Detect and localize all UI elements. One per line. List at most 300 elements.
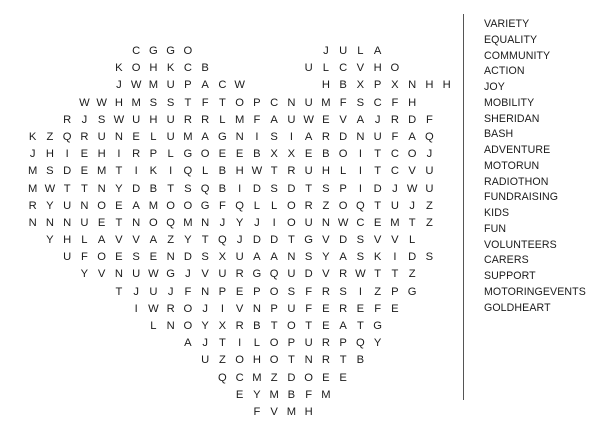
grid-letter[interactable]: G: [183, 148, 193, 161]
grid-letter[interactable]: S: [166, 96, 175, 109]
grid-letter[interactable]: O: [183, 45, 193, 57]
grid-letter[interactable]: T: [270, 165, 278, 178]
grid-letter[interactable]: H: [97, 148, 106, 161]
grid-letter[interactable]: X: [218, 251, 227, 264]
grid-letter[interactable]: Y: [46, 234, 54, 247]
word-list-item[interactable]: BASH: [484, 128, 514, 141]
grid-letter[interactable]: I: [358, 165, 362, 178]
grid-letter[interactable]: N: [304, 354, 313, 367]
grid-letter[interactable]: O: [183, 320, 193, 332]
grid-letter[interactable]: S: [339, 285, 347, 298]
grid-letter[interactable]: D: [252, 234, 261, 247]
grid-letter[interactable]: X: [270, 148, 278, 161]
grid-letter[interactable]: H: [235, 165, 244, 178]
grid-letter[interactable]: E: [235, 388, 244, 401]
grid-letter[interactable]: U: [166, 113, 175, 126]
grid-letter[interactable]: T: [63, 182, 71, 195]
grid-letter[interactable]: A: [373, 45, 382, 57]
grid-letter[interactable]: P: [218, 285, 227, 298]
word-list-item[interactable]: FUNDRAISING: [484, 191, 559, 204]
grid-letter[interactable]: I: [238, 337, 242, 350]
grid-letter[interactable]: S: [184, 182, 192, 195]
grid-letter[interactable]: Y: [115, 182, 123, 195]
grid-letter[interactable]: Q: [62, 130, 72, 143]
grid-letter[interactable]: U: [304, 62, 313, 75]
grid-letter[interactable]: T: [115, 165, 123, 178]
word-list-item[interactable]: VOLUNTEERS: [484, 238, 557, 251]
grid-letter[interactable]: B: [253, 148, 261, 161]
grid-letter[interactable]: C: [390, 165, 399, 178]
grid-letter[interactable]: G: [166, 268, 175, 281]
grid-letter[interactable]: Q: [269, 268, 279, 281]
grid-letter[interactable]: E: [322, 371, 330, 384]
grid-letter[interactable]: V: [322, 268, 330, 281]
grid-letter[interactable]: J: [29, 148, 36, 161]
grid-letter[interactable]: E: [97, 216, 106, 229]
grid-letter[interactable]: O: [304, 371, 313, 384]
grid-letter[interactable]: F: [305, 285, 313, 298]
grid-letter[interactable]: O: [287, 320, 296, 332]
word-list-item[interactable]: EQUALITY: [484, 33, 538, 46]
grid-letter[interactable]: J: [202, 302, 208, 315]
grid-letter[interactable]: R: [321, 337, 330, 350]
grid-letter[interactable]: P: [339, 337, 347, 350]
grid-letter[interactable]: Q: [200, 182, 210, 195]
grid-letter[interactable]: N: [321, 216, 330, 229]
grid-letter[interactable]: S: [270, 182, 278, 195]
word-list-item[interactable]: KIDS: [484, 207, 510, 219]
grid-letter[interactable]: J: [426, 148, 433, 161]
grid-letter[interactable]: M: [148, 199, 159, 212]
grid-letter[interactable]: O: [287, 199, 296, 212]
grid-letter[interactable]: Q: [356, 337, 365, 350]
grid-letter[interactable]: H: [63, 234, 72, 247]
grid-letter[interactable]: V: [201, 268, 209, 281]
grid-letter[interactable]: D: [408, 113, 417, 126]
grid-letter[interactable]: H: [114, 96, 123, 109]
word-list-item[interactable]: RADIOTHON: [484, 175, 549, 188]
grid-letter[interactable]: H: [321, 79, 330, 92]
grid-letter[interactable]: O: [97, 199, 106, 212]
grid-letter[interactable]: R: [339, 268, 348, 281]
grid-letter[interactable]: N: [80, 199, 89, 212]
grid-letter[interactable]: I: [117, 148, 121, 161]
grid-letter[interactable]: L: [150, 130, 157, 143]
grid-letter[interactable]: S: [46, 165, 54, 178]
grid-letter[interactable]: R: [80, 130, 89, 143]
grid-letter[interactable]: M: [321, 96, 331, 109]
grid-letter[interactable]: T: [374, 165, 382, 178]
grid-letter[interactable]: T: [218, 337, 226, 350]
grid-letter[interactable]: P: [373, 79, 382, 92]
grid-letter[interactable]: H: [45, 148, 54, 161]
grid-letter[interactable]: H: [321, 165, 330, 178]
grid-letter[interactable]: O: [269, 285, 279, 298]
grid-letter[interactable]: J: [81, 113, 88, 126]
grid-letter[interactable]: C: [183, 62, 192, 75]
grid-letter[interactable]: G: [304, 234, 313, 247]
grid-letter[interactable]: R: [28, 199, 37, 212]
grid-letter[interactable]: A: [339, 320, 347, 332]
grid-letter[interactable]: I: [358, 182, 362, 195]
grid-letter[interactable]: U: [373, 130, 382, 143]
grid-letter[interactable]: Z: [46, 130, 54, 143]
grid-letter[interactable]: G: [218, 130, 227, 143]
grid-letter[interactable]: X: [391, 79, 399, 92]
grid-letter[interactable]: S: [322, 182, 330, 195]
word-list-item[interactable]: ACTION: [484, 65, 525, 78]
grid-letter[interactable]: U: [287, 268, 296, 281]
grid-letter[interactable]: N: [201, 216, 210, 229]
grid-letter[interactable]: A: [184, 337, 192, 350]
grid-letter[interactable]: D: [287, 182, 296, 195]
grid-letter[interactable]: B: [201, 62, 209, 75]
grid-letter[interactable]: Y: [322, 251, 330, 264]
grid-letter[interactable]: G: [373, 320, 382, 332]
grid-letter[interactable]: A: [270, 113, 278, 126]
grid-letter[interactable]: P: [253, 96, 261, 109]
grid-letter[interactable]: V: [270, 405, 278, 418]
grid-letter[interactable]: R: [339, 302, 348, 315]
grid-letter[interactable]: T: [287, 354, 295, 367]
grid-letter[interactable]: S: [270, 130, 278, 143]
grid-letter[interactable]: M: [234, 113, 245, 126]
grid-letter[interactable]: O: [149, 216, 158, 229]
grid-letter[interactable]: F: [305, 302, 313, 315]
grid-letter[interactable]: T: [391, 268, 399, 281]
grid-letter[interactable]: C: [235, 371, 244, 384]
grid-letter[interactable]: E: [235, 285, 244, 298]
grid-letter[interactable]: O: [235, 96, 244, 109]
grid-letter[interactable]: T: [374, 268, 382, 281]
grid-letter[interactable]: F: [253, 405, 261, 418]
grid-letter[interactable]: R: [235, 268, 244, 281]
grid-letter[interactable]: M: [27, 182, 38, 195]
grid-letter[interactable]: S: [97, 113, 106, 126]
grid-letter[interactable]: N: [166, 251, 175, 264]
grid-letter[interactable]: A: [270, 251, 278, 264]
grid-letter[interactable]: I: [238, 182, 242, 195]
grid-letter[interactable]: R: [166, 302, 175, 315]
grid-letter[interactable]: U: [166, 130, 175, 143]
grid-letter[interactable]: X: [218, 320, 227, 332]
grid-letter[interactable]: T: [80, 182, 88, 195]
grid-letter[interactable]: O: [200, 148, 210, 161]
grid-letter[interactable]: Z: [167, 234, 175, 247]
grid-letter[interactable]: L: [253, 199, 260, 212]
grid-letter[interactable]: A: [132, 199, 140, 212]
grid-letter[interactable]: I: [358, 148, 362, 161]
grid-letter[interactable]: N: [201, 285, 210, 298]
grid-letter[interactable]: T: [356, 320, 364, 332]
grid-letter[interactable]: K: [149, 165, 158, 178]
grid-letter[interactable]: N: [132, 216, 141, 229]
word-list-item[interactable]: GOLDHEART: [484, 301, 551, 314]
grid-letter[interactable]: V: [235, 302, 244, 315]
grid-letter[interactable]: E: [322, 320, 330, 332]
grid-letter[interactable]: T: [305, 182, 313, 195]
grid-letter[interactable]: W: [337, 216, 349, 229]
grid-letter[interactable]: I: [134, 165, 138, 178]
grid-letter[interactable]: M: [321, 388, 331, 401]
grid-letter[interactable]: I: [289, 130, 293, 143]
word-list-item[interactable]: MOTORINGEVENTS: [484, 285, 586, 298]
grid-letter[interactable]: L: [81, 234, 88, 247]
grid-letter[interactable]: R: [321, 130, 330, 143]
grid-letter[interactable]: E: [339, 371, 347, 384]
grid-letter[interactable]: F: [218, 199, 226, 212]
grid-letter[interactable]: L: [253, 337, 260, 350]
word-list-item[interactable]: VARIETY: [484, 18, 530, 30]
grid-letter[interactable]: F: [80, 251, 88, 264]
grid-letter[interactable]: N: [287, 251, 296, 264]
grid-letter[interactable]: Q: [356, 199, 365, 212]
grid-letter[interactable]: L: [357, 45, 364, 57]
grid-letter[interactable]: N: [287, 96, 296, 109]
grid-letter[interactable]: T: [270, 320, 278, 332]
grid-letter[interactable]: U: [132, 268, 141, 281]
grid-letter[interactable]: O: [287, 216, 296, 229]
grid-letter[interactable]: W: [303, 113, 314, 126]
grid-letter[interactable]: T: [374, 148, 382, 161]
grid-letter[interactable]: E: [115, 199, 123, 212]
grid-letter[interactable]: Z: [425, 199, 433, 212]
grid-letter[interactable]: T: [374, 199, 382, 212]
grid-letter[interactable]: F: [184, 285, 192, 298]
grid-letter[interactable]: N: [45, 216, 54, 229]
grid-letter[interactable]: V: [115, 234, 123, 247]
grid-letter[interactable]: N: [28, 216, 37, 229]
grid-letter[interactable]: N: [252, 302, 261, 315]
grid-letter[interactable]: E: [218, 148, 227, 161]
grid-letter[interactable]: H: [442, 79, 451, 92]
word-list-item[interactable]: JOY: [484, 81, 505, 93]
grid-letter[interactable]: F: [253, 113, 261, 126]
grid-letter[interactable]: Z: [408, 268, 416, 281]
grid-letter[interactable]: W: [96, 96, 107, 109]
grid-letter[interactable]: W: [355, 268, 366, 281]
grid-letter[interactable]: A: [253, 251, 261, 264]
grid-letter[interactable]: H: [373, 62, 382, 75]
grid-letter[interactable]: F: [374, 302, 382, 315]
grid-letter[interactable]: U: [304, 96, 313, 109]
grid-letter[interactable]: C: [339, 62, 348, 75]
grid-letter[interactable]: O: [407, 148, 417, 161]
grid-letter[interactable]: U: [425, 165, 434, 178]
grid-letter[interactable]: I: [358, 285, 362, 298]
grid-letter[interactable]: C: [270, 96, 279, 109]
grid-letter[interactable]: D: [183, 251, 192, 264]
grid-letter[interactable]: R: [304, 199, 313, 212]
grid-letter[interactable]: P: [149, 148, 158, 161]
grid-letter[interactable]: H: [408, 96, 417, 109]
grid-letter[interactable]: A: [201, 79, 209, 92]
grid-letter[interactable]: J: [374, 113, 381, 126]
grid-letter[interactable]: W: [79, 96, 90, 109]
grid-letter[interactable]: B: [149, 182, 158, 195]
grid-letter[interactable]: V: [97, 268, 106, 281]
grid-letter[interactable]: D: [373, 182, 382, 195]
grid-letter[interactable]: H: [425, 79, 434, 92]
grid-letter[interactable]: A: [408, 130, 416, 143]
grid-letter[interactable]: T: [115, 285, 123, 298]
grid-letter[interactable]: M: [183, 216, 193, 229]
grid-letter[interactable]: D: [132, 182, 141, 195]
grid-letter[interactable]: N: [63, 216, 72, 229]
grid-letter[interactable]: J: [254, 216, 260, 229]
grid-letter[interactable]: U: [149, 285, 158, 298]
grid-letter[interactable]: N: [97, 182, 106, 195]
grid-letter[interactable]: T: [115, 216, 123, 229]
grid-letter[interactable]: W: [148, 268, 159, 281]
grid-letter[interactable]: H: [252, 354, 261, 367]
grid-letter[interactable]: P: [253, 285, 261, 298]
grid-letter[interactable]: J: [219, 216, 226, 229]
grid-letter[interactable]: J: [202, 337, 208, 350]
grid-letter[interactable]: K: [115, 62, 123, 75]
grid-letter[interactable]: Y: [46, 199, 54, 212]
grid-letter[interactable]: N: [114, 130, 123, 143]
grid-letter[interactable]: T: [408, 216, 416, 229]
grid-letter[interactable]: T: [339, 354, 347, 367]
grid-letter[interactable]: I: [65, 148, 69, 161]
grid-letter[interactable]: U: [63, 199, 72, 212]
grid-letter[interactable]: Q: [218, 371, 227, 384]
grid-letter[interactable]: N: [235, 130, 244, 143]
word-list-item[interactable]: SUPPORT: [484, 270, 536, 282]
grid-letter[interactable]: L: [150, 320, 157, 332]
grid-letter[interactable]: D: [408, 251, 417, 264]
grid-letter[interactable]: T: [218, 96, 226, 109]
grid-letter[interactable]: U: [287, 302, 296, 315]
grid-letter[interactable]: H: [149, 113, 158, 126]
grid-letter[interactable]: E: [132, 130, 140, 143]
grid-letter[interactable]: U: [304, 337, 313, 350]
grid-letter[interactable]: V: [356, 62, 365, 75]
grid-letter[interactable]: U: [201, 354, 210, 367]
grid-letter[interactable]: L: [202, 165, 209, 178]
grid-letter[interactable]: X: [287, 148, 296, 161]
grid-letter[interactable]: O: [338, 148, 348, 161]
grid-letter[interactable]: S: [201, 251, 209, 264]
grid-letter[interactable]: R: [201, 113, 210, 126]
grid-letter[interactable]: U: [425, 182, 434, 195]
grid-letter[interactable]: N: [166, 320, 175, 332]
grid-letter[interactable]: Z: [425, 216, 433, 229]
grid-letter[interactable]: L: [340, 165, 347, 178]
grid-letter[interactable]: Z: [322, 199, 330, 212]
grid-letter[interactable]: I: [169, 165, 173, 178]
grid-letter[interactable]: Z: [270, 371, 278, 384]
grid-letter[interactable]: U: [97, 130, 106, 143]
grid-letter[interactable]: S: [356, 96, 365, 109]
grid-letter[interactable]: R: [183, 113, 192, 126]
grid-letter[interactable]: U: [287, 113, 296, 126]
grid-letter[interactable]: S: [425, 251, 434, 264]
grid-letter[interactable]: O: [131, 62, 141, 75]
grid-letter[interactable]: Q: [218, 234, 227, 247]
grid-letter[interactable]: K: [373, 251, 382, 264]
grid-letter[interactable]: T: [287, 234, 295, 247]
grid-letter[interactable]: B: [339, 79, 347, 92]
grid-letter[interactable]: U: [304, 165, 313, 178]
grid-letter[interactable]: D: [287, 371, 296, 384]
grid-letter[interactable]: H: [149, 62, 158, 75]
grid-letter[interactable]: Z: [218, 354, 226, 367]
grid-letter[interactable]: D: [304, 268, 313, 281]
grid-letter[interactable]: C: [218, 79, 227, 92]
grid-letter[interactable]: O: [183, 302, 193, 315]
grid-letter[interactable]: L: [219, 113, 226, 126]
word-list-item[interactable]: MOBILITY: [484, 96, 535, 109]
grid-letter[interactable]: K: [166, 62, 175, 75]
grid-letter[interactable]: A: [339, 251, 347, 264]
grid-letter[interactable]: G: [252, 268, 262, 281]
grid-letter[interactable]: F: [425, 113, 433, 126]
grid-letter[interactable]: J: [323, 45, 329, 57]
grid-letter[interactable]: D: [339, 130, 348, 143]
grid-letter[interactable]: B: [356, 354, 365, 367]
grid-letter[interactable]: A: [356, 113, 365, 126]
grid-letter[interactable]: E: [235, 148, 244, 161]
grid-letter[interactable]: P: [270, 302, 278, 315]
grid-letter[interactable]: O: [269, 354, 279, 367]
grid-letter[interactable]: O: [235, 354, 244, 367]
grid-letter[interactable]: C: [356, 216, 365, 229]
grid-letter[interactable]: A: [304, 130, 313, 143]
grid-letter[interactable]: N: [356, 130, 365, 143]
grid-letter[interactable]: V: [373, 234, 382, 247]
grid-letter[interactable]: W: [251, 165, 263, 178]
grid-letter[interactable]: E: [149, 251, 158, 264]
grid-letter[interactable]: I: [220, 302, 224, 315]
grid-letter[interactable]: N: [408, 79, 417, 92]
grid-letter[interactable]: W: [406, 182, 418, 195]
grid-letter[interactable]: Y: [184, 234, 192, 247]
grid-letter[interactable]: I: [134, 302, 138, 315]
grid-letter[interactable]: J: [116, 79, 122, 92]
grid-letter[interactable]: A: [97, 234, 106, 247]
grid-letter[interactable]: F: [339, 96, 347, 109]
grid-letter[interactable]: Y: [373, 337, 382, 350]
grid-letter[interactable]: X: [356, 79, 365, 92]
grid-letter[interactable]: S: [149, 96, 158, 109]
grid-letter[interactable]: M: [390, 216, 400, 229]
grid-letter[interactable]: E: [356, 302, 365, 315]
grid-letter[interactable]: L: [167, 148, 174, 161]
grid-letter[interactable]: O: [338, 199, 348, 212]
word-list-item[interactable]: FUN: [484, 222, 507, 235]
word-list-item[interactable]: COMMUNITY: [484, 49, 551, 62]
grid-letter[interactable]: O: [183, 199, 193, 212]
grid-letter[interactable]: P: [339, 182, 347, 195]
word-list-item[interactable]: ADVENTURE: [484, 144, 551, 156]
grid-letter[interactable]: O: [166, 199, 175, 212]
grid-letter[interactable]: T: [184, 96, 192, 109]
grid-letter[interactable]: M: [252, 371, 262, 384]
grid-letter[interactable]: F: [391, 130, 399, 143]
grid-letter[interactable]: U: [63, 251, 72, 264]
grid-letter[interactable]: M: [96, 165, 107, 178]
grid-letter[interactable]: F: [391, 96, 399, 109]
grid-letter[interactable]: L: [409, 234, 416, 247]
grid-letter[interactable]: E: [373, 216, 382, 229]
grid-letter[interactable]: I: [272, 216, 276, 229]
grid-letter[interactable]: T: [167, 182, 175, 195]
grid-letter[interactable]: U: [166, 79, 175, 92]
grid-letter[interactable]: D: [270, 234, 279, 247]
grid-letter[interactable]: R: [63, 113, 72, 126]
